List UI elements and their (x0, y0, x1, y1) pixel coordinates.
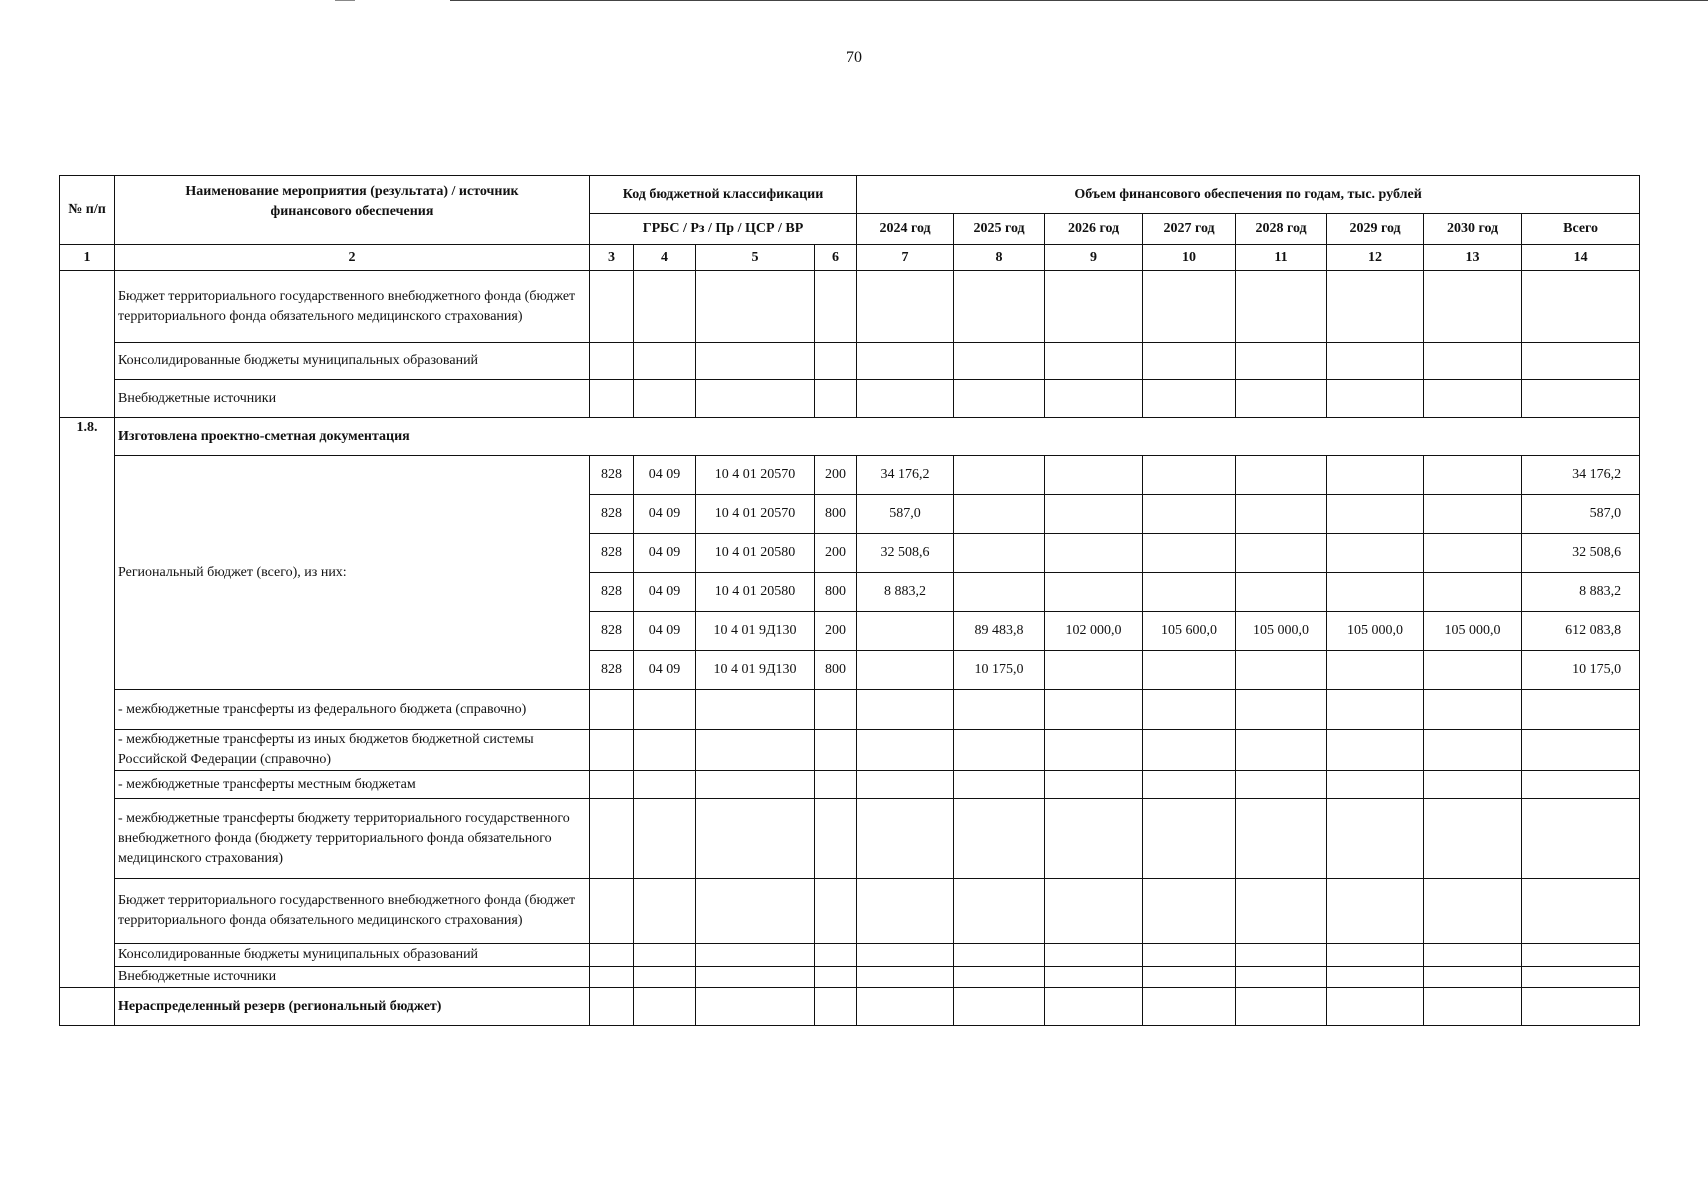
cell-value-2030 (1424, 534, 1522, 573)
cell-value-2026: 102 000,0 (1045, 612, 1143, 651)
row-number-cell (60, 271, 115, 418)
reserve-row (60, 988, 1640, 1026)
cell-value-2028 (1236, 456, 1327, 495)
table-row (60, 343, 1640, 380)
cell-value-2025 (954, 573, 1045, 612)
section-number: 1.8. (60, 418, 115, 988)
cell-rz-pr: 04 09 (634, 534, 696, 573)
cell-value-2030 (1424, 495, 1522, 534)
row-label: Бюджет территориального государственного внебюджетного фонда (бюджет территориального фонда обязательного медицинского страхования) (115, 271, 590, 343)
column-number: 6 (815, 245, 857, 271)
column-number: 2 (115, 245, 590, 271)
column-number: 10 (1143, 245, 1236, 271)
column-number: 4 (634, 245, 696, 271)
cell-value-2030 (1424, 456, 1522, 495)
cell-value-2028 (1236, 534, 1327, 573)
row-label: Внебюджетные источники (115, 380, 590, 418)
cell-value-2024 (857, 612, 954, 651)
cell-value-2030 (1424, 651, 1522, 690)
cell-value-2024: 32 508,6 (857, 534, 954, 573)
header-row (60, 176, 1640, 214)
scan-mark (335, 0, 355, 1)
column-number: 7 (857, 245, 954, 271)
column-number: 5 (696, 245, 815, 271)
cell-value-2029: 105 000,0 (1327, 612, 1424, 651)
cell-csr: 10 4 01 9Д130 (696, 651, 815, 690)
row-label: Бюджет территориального государственного внебюджетного фонда (бюджет территориального фонда обязательного медицинского страхования) (115, 879, 590, 944)
table-row (60, 456, 1640, 495)
cell-value-2028 (1236, 651, 1327, 690)
cell-value-2027 (1143, 495, 1236, 534)
column-number: 14 (1522, 245, 1640, 271)
cell-csr: 10 4 01 20570 (696, 456, 815, 495)
column-number: 3 (590, 245, 634, 271)
reserve-label: Нераспределенный резерв (региональный бюджет) (115, 988, 590, 1026)
header-year: 2027 год (1143, 214, 1236, 245)
cell-grbs: 828 (590, 573, 634, 612)
cell-value-total: 612 083,8 (1522, 612, 1640, 651)
header-col-name: Наименование мероприятия (результата) / источник финансового обеспечения (115, 176, 590, 245)
row-label: - межбюджетные трансферты местным бюджетам (115, 771, 590, 799)
cell-vr: 200 (815, 534, 857, 573)
row-label: Консолидированные бюджеты муниципальных образований (115, 944, 590, 967)
cell-value-2026 (1045, 495, 1143, 534)
header-year: 2028 год (1236, 214, 1327, 245)
header-year: 2025 год (954, 214, 1045, 245)
cell-rz-pr: 04 09 (634, 651, 696, 690)
cell-csr: 10 4 01 9Д130 (696, 612, 815, 651)
cell-grbs: 828 (590, 651, 634, 690)
cell-value-2027 (1143, 456, 1236, 495)
column-numbers-row (60, 245, 1640, 271)
cell-value-2025 (954, 534, 1045, 573)
cell-csr: 10 4 01 20580 (696, 534, 815, 573)
cell-value-total: 8 883,2 (1522, 573, 1640, 612)
page-number: 70 (846, 49, 862, 66)
cell-grbs: 828 (590, 534, 634, 573)
column-number: 8 (954, 245, 1045, 271)
cell-value-2029 (1327, 534, 1424, 573)
cell-grbs: 828 (590, 495, 634, 534)
row-label: Консолидированные бюджеты муниципальных образований (115, 343, 590, 380)
header-col-num: № п/п (60, 176, 115, 245)
table-row (60, 771, 1640, 799)
cell-value-2025: 89 483,8 (954, 612, 1045, 651)
cell-rz-pr: 04 09 (634, 456, 696, 495)
cell-value-2027: 105 600,0 (1143, 612, 1236, 651)
cell-value-2026 (1045, 651, 1143, 690)
cell-value-2025 (954, 495, 1045, 534)
cell-value-2029 (1327, 651, 1424, 690)
budget-table (59, 175, 1640, 1026)
cell-value-total: 32 508,6 (1522, 534, 1640, 573)
cell-value-2030: 105 000,0 (1424, 612, 1522, 651)
table-row (60, 690, 1640, 730)
header-year: 2024 год (857, 214, 954, 245)
header-code-sub: ГРБС / Рз / Пр / ЦСР / ВР (590, 214, 857, 245)
row-label: - межбюджетные трансферты из федерального бюджета (справочно) (115, 690, 590, 730)
cell-csr: 10 4 01 20580 (696, 573, 815, 612)
cell-rz-pr: 04 09 (634, 573, 696, 612)
cell-value-2026 (1045, 534, 1143, 573)
cell-csr: 10 4 01 20570 (696, 495, 815, 534)
cell-vr: 800 (815, 495, 857, 534)
table-row (60, 967, 1640, 988)
cell-vr: 200 (815, 612, 857, 651)
cell-grbs: 828 (590, 456, 634, 495)
cell-value-2026 (1045, 456, 1143, 495)
table-row (60, 879, 1640, 944)
cell-value-2030 (1424, 573, 1522, 612)
column-number: 13 (1424, 245, 1522, 271)
table-row (60, 944, 1640, 967)
cell-vr: 800 (815, 573, 857, 612)
section-row (60, 418, 1640, 456)
cell-value-2028: 105 000,0 (1236, 612, 1327, 651)
cell-value-2024 (857, 651, 954, 690)
cell-value-total: 34 176,2 (1522, 456, 1640, 495)
cell-value-2027 (1143, 651, 1236, 690)
cell-rz-pr: 04 09 (634, 495, 696, 534)
table-row (60, 271, 1640, 343)
column-number: 9 (1045, 245, 1143, 271)
cell-value-2027 (1143, 534, 1236, 573)
table-row (60, 799, 1640, 879)
cell-value-2026 (1045, 573, 1143, 612)
table-row (60, 730, 1640, 771)
header-total: Всего (1522, 214, 1640, 245)
column-number: 1 (60, 245, 115, 271)
cell-value-2029 (1327, 495, 1424, 534)
header-col-volume: Объем финансового обеспечения по годам, тыс. рублей (857, 176, 1640, 214)
cell-value-total: 587,0 (1522, 495, 1640, 534)
row-label: - межбюджетные трансферты бюджету территориального государственного внебюджетного фонда (бюджету территориального фонда обязательного медицинского страхования) (115, 799, 590, 879)
cell-value-2029 (1327, 456, 1424, 495)
section-title: Изготовлена проектно-сметная документация (115, 418, 1640, 456)
cell-value-2029 (1327, 573, 1424, 612)
regional-budget-label: Региональный бюджет (всего), из них: (115, 456, 590, 690)
cell-value-2028 (1236, 573, 1327, 612)
row-label: Внебюджетные источники (115, 967, 590, 988)
cell-value-2028 (1236, 495, 1327, 534)
row-label: - межбюджетные трансферты из иных бюджетов бюджетной системы Российской Федерации (справочно) (115, 730, 590, 771)
header-year: 2026 год (1045, 214, 1143, 245)
cell-rz-pr: 04 09 (634, 612, 696, 651)
cell-value-2025: 10 175,0 (954, 651, 1045, 690)
table-row (60, 380, 1640, 418)
header-year: 2030 год (1424, 214, 1522, 245)
column-number: 12 (1327, 245, 1424, 271)
cell-vr: 800 (815, 651, 857, 690)
top-rule (450, 0, 1708, 1)
cell-value-2024: 587,0 (857, 495, 954, 534)
cell-grbs: 828 (590, 612, 634, 651)
cell-value-2025 (954, 456, 1045, 495)
cell-value-2024: 8 883,2 (857, 573, 954, 612)
cell-vr: 200 (815, 456, 857, 495)
column-number: 11 (1236, 245, 1327, 271)
cell-value-total: 10 175,0 (1522, 651, 1640, 690)
cell-value-2027 (1143, 573, 1236, 612)
header-year: 2029 год (1327, 214, 1424, 245)
header-col-code: Код бюджетной классификации (590, 176, 857, 214)
cell-value-2024: 34 176,2 (857, 456, 954, 495)
